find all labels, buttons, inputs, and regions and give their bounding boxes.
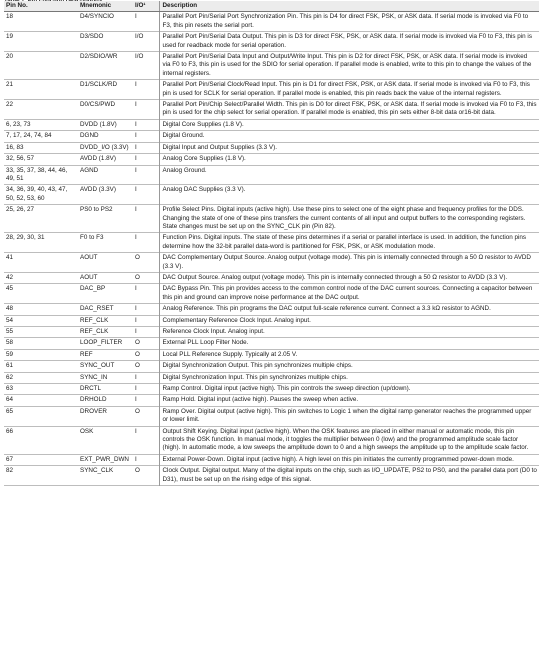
table-row xyxy=(4,304,539,315)
io-cell: I/O xyxy=(135,33,144,41)
table-row xyxy=(4,154,539,165)
description-cell: Output Shift Keying. Digital input (active high). When the OSK features are placed in either manual or automatic mode, this pin controls the OSK function. In manual mode, it toggles the multiplier between 0 (low) and the programmed amplitude scale factor (high). In automatic mode, a low sweeps the amplitude down to 0 and a high sweeps the amplitude up to the amplitude scale factor. xyxy=(159,426,539,454)
io-cell: O xyxy=(135,362,140,370)
table-row xyxy=(4,466,539,486)
pin-number-cell: 62 xyxy=(6,373,14,381)
pin-number-cell: 58 xyxy=(6,339,14,347)
description-cell: Ramp Hold. Digital input (active high). Pauses the sweep when active. xyxy=(159,395,539,406)
description-cell: Parallel Port Pin/Serial Clock/Read Input. This pin is D1 for direct FSK, PSK, or ASK data. If serial mode is invoked via F0 to F3, this pin is used for SCLK for serial operation. If parallel mode is enabled, this pin reads back the value of the internal registers. xyxy=(159,80,539,100)
mnemonic-cell: D1/SCLK/RD xyxy=(80,81,118,89)
pin-number-cell: 59 xyxy=(6,350,14,358)
description-cell: Ramp Over. Digital output (active high). This pin switches to Logic 1 when the digital ramp generator reaches the programmed upper or lower limit. xyxy=(159,406,539,426)
description-cell: Analog Ground. xyxy=(159,165,539,185)
description-cell: External PLL Loop Filter Node. xyxy=(159,338,539,349)
io-cell: I xyxy=(135,101,137,109)
table-row xyxy=(4,80,539,100)
table-row xyxy=(4,119,539,130)
mnemonic-cell: DAC_RSET xyxy=(80,305,114,313)
table-row xyxy=(4,361,539,372)
table-row xyxy=(4,233,539,253)
pin-number-cell: 42 xyxy=(6,273,14,281)
pin-number-cell: 67 xyxy=(6,455,14,463)
pin-number-cell: 82 xyxy=(6,467,14,475)
pin-number-cell: 45 xyxy=(6,285,14,293)
io-cell: I xyxy=(135,427,137,435)
description-cell: Analog DAC Supplies (3.3 V). xyxy=(159,185,539,205)
pin-number-cell: 28, 29, 30, 31 xyxy=(6,234,45,242)
table-row xyxy=(4,142,539,153)
mnemonic-cell: D4/SYNCIO xyxy=(80,13,114,21)
io-cell: O xyxy=(135,467,140,475)
pin-number-cell: 65 xyxy=(6,407,14,415)
pin-number-cell: 34, 36, 39, 40, 43, 47, 50, 52, 53, 60 xyxy=(6,186,68,202)
table-row xyxy=(4,384,539,395)
mnemonic-cell: D3/SDO xyxy=(80,33,104,41)
description-cell: Local PLL Reference Supply. Typically at 2.05 V. xyxy=(159,349,539,360)
pin-number-cell: 22 xyxy=(6,101,14,109)
io-cell: I xyxy=(135,234,137,242)
mnemonic-cell: D2/SDIO/WR xyxy=(80,53,118,61)
header-pin-no: Pin No. xyxy=(4,1,78,12)
datasheet-page xyxy=(4,0,539,486)
header-description: Description xyxy=(159,1,539,12)
description-cell: Analog Core Supplies (1.8 V). xyxy=(159,154,539,165)
io-cell: I xyxy=(135,120,137,128)
description-cell: DAC Complementary Output Source. Analog output (voltage mode). This pin is internally connected through a 50 Ω resistor to AVDD (3.3 V). xyxy=(159,253,539,273)
table-row xyxy=(4,372,539,383)
pin-number-cell: 32, 56, 57 xyxy=(6,155,35,163)
io-cell: I xyxy=(135,132,137,140)
io-cell: I/O xyxy=(135,53,144,61)
mnemonic-cell: SYNC_CLK xyxy=(80,467,114,475)
description-cell: Digital Ground. xyxy=(159,131,539,142)
pin-number-cell: 20 xyxy=(6,53,14,61)
io-cell: I xyxy=(135,155,137,163)
io-cell: I xyxy=(135,455,137,463)
description-cell: Parallel Port Pin/Serial Data Output. This pin is D3 for direct FSK, PSK, or ASK data. If serial mode is invoked via F0 to F3, this pin is used for readback mode for serial operation. xyxy=(159,32,539,52)
table-header-row xyxy=(4,1,539,12)
table-row xyxy=(4,349,539,360)
io-cell: I xyxy=(135,143,137,151)
header-mnemonic: Mnemonic xyxy=(78,1,133,12)
io-cell: I xyxy=(135,166,137,174)
table-row xyxy=(4,52,539,80)
description-cell: Digital Input and Output Supplies (3.3 V). xyxy=(159,142,539,153)
mnemonic-cell: AOUT xyxy=(80,254,98,262)
pin-number-cell: 66 xyxy=(6,427,14,435)
io-cell: I xyxy=(135,305,137,313)
pin-number-cell: 21 xyxy=(6,81,14,89)
pin-number-cell: 33, 35, 37, 38, 44, 46, 49, 51 xyxy=(6,166,68,182)
description-cell: Parallel Port Pin/Serial Data Input and Output/Write Input. This pin is D2 for direct FSK, PSK, or ASK data. If serial mode is invoked via F0 to F3, this pin is used for the SDIO for serial operation. If parallel mode is enabled, write to this pin to change the values of the internal registers. xyxy=(159,52,539,80)
mnemonic-cell: LOOP_FILTER xyxy=(80,339,123,347)
mnemonic-cell: DAC_BP xyxy=(80,285,106,293)
pin-number-cell: 64 xyxy=(6,396,14,404)
pin-number-cell: 55 xyxy=(6,328,14,335)
mnemonic-cell: AOUT xyxy=(80,273,98,281)
io-cell: I xyxy=(135,186,137,194)
description-cell: Clock Output. Digital output. Many of the digital inputs on the chip, such as I/O_UPDATE, PS2 to PS0, and the parallel data port (D0 to D31), must be set up on the rising edge of this signal. xyxy=(159,466,539,486)
io-cell: O xyxy=(135,273,140,281)
mnemonic-cell: DROVER xyxy=(80,407,107,415)
description-cell: Digital Synchronization Input. This pin synchronizes multiple chips. xyxy=(159,372,539,383)
io-cell: I xyxy=(135,396,137,404)
table-row xyxy=(4,253,539,273)
mnemonic-cell: DGND xyxy=(80,132,99,140)
table-row xyxy=(4,315,539,326)
mnemonic-cell: DVDD_I/O (3.3V) xyxy=(80,143,129,151)
mnemonic-cell: EXT_PWR_DWN xyxy=(80,455,129,463)
table-row xyxy=(4,205,539,233)
description-cell: Digital Core Supplies (1.8 V). xyxy=(159,119,539,130)
mnemonic-cell: DRHOLD xyxy=(80,396,107,404)
table-row xyxy=(4,272,539,283)
description-cell: Analog Reference. This pin programs the DAC output full-scale reference current. Connect a 3.3 kΩ resistor to AGND. xyxy=(159,304,539,315)
pin-number-cell: 54 xyxy=(6,316,14,324)
mnemonic-cell: PS0 to PS2 xyxy=(80,206,113,214)
mnemonic-cell: REF_CLK xyxy=(80,316,109,324)
io-cell: I xyxy=(135,385,137,393)
mnemonic-cell: REF xyxy=(80,350,93,358)
mnemonic-cell: AVDD (1.8V) xyxy=(80,155,116,163)
table-row xyxy=(4,32,539,52)
description-cell: External Power-Down. Digital input (active high). A high level on this pin initiates the currently programmed power-down mode. xyxy=(159,454,539,465)
mnemonic-cell: SYNC_OUT xyxy=(80,362,115,370)
description-cell: Ramp Control. Digital input (active high). This pin controls the sweep direction (up/down). xyxy=(159,384,539,395)
io-cell: I xyxy=(135,373,137,381)
table-row xyxy=(4,395,539,406)
table-row xyxy=(4,426,539,454)
io-cell: I xyxy=(135,206,137,214)
description-cell: Digital Synchronization Output. This pin synchronizes multiple chips. xyxy=(159,361,539,372)
mnemonic-cell: D0/CS/PWD xyxy=(80,101,115,109)
table-row xyxy=(4,185,539,205)
pin-number-cell: 18 xyxy=(6,13,14,21)
io-cell: O xyxy=(135,407,140,415)
mnemonic-cell: DRCTL xyxy=(80,385,101,393)
pin-number-cell: 19 xyxy=(6,33,14,41)
pin-function-table xyxy=(4,1,539,486)
table-row xyxy=(4,100,539,120)
description-cell: Reference Clock Input. Analog input. xyxy=(159,327,539,338)
pin-number-cell: 16, 83 xyxy=(6,143,24,151)
io-cell: I xyxy=(135,316,137,324)
description-cell: Complementary Reference Clock Input. Analog input. xyxy=(159,315,539,326)
description-cell: Profile Select Pins. Digital inputs (active high). Use these pins to select one of the eight phase and frequency profiles for the DDS. Changing the state of one of these pins transfers the current contents of all input and output buffers to the corresponding registers. State changes must be set up on the SYNC_CLK pin (Pin 82). xyxy=(159,205,539,233)
description-cell: Parallel Port Pin/Serial Port Synchronization Pin. This pin is D4 for direct FSK, PSK, or ASK data. If serial mode is invoked via F0 to F3, this pin resets the serial port. xyxy=(159,12,539,32)
table-row xyxy=(4,327,539,338)
header-io: I/O¹ xyxy=(133,1,159,12)
io-cell: I xyxy=(135,285,137,293)
pin-number-cell: 61 xyxy=(6,362,14,370)
mnemonic-cell: F0 to F3 xyxy=(80,234,104,242)
pin-number-cell: 48 xyxy=(6,305,14,313)
io-cell: O xyxy=(135,350,140,358)
description-cell: Function Pins. Digital inputs. The state of these pins determines if a serial or parallel interface is used. In addition, the function pins determine how the 32-bit parallel data-word is partitioned for FSK, PSK, or ASK modulation mode. xyxy=(159,233,539,253)
pin-number-cell: 41 xyxy=(6,254,14,262)
table-row xyxy=(4,406,539,426)
mnemonic-cell: AVDD (3.3V) xyxy=(80,186,116,194)
pin-number-cell: 7, 17, 24, 74, 84 xyxy=(6,132,52,140)
description-cell: Parallel Port Pin/Chip Select/Parallel Width. This pin is D0 for direct FSK, PSK, or ASK data. If serial mode is invoked via F0 to F3, this pin is used for the chip select for serial operation. If parallel mode is enabled, this pin sets either 8-bit data or16-bit data. xyxy=(159,100,539,120)
mnemonic-cell: REF_CLK xyxy=(80,328,109,335)
io-cell: I xyxy=(135,81,137,89)
description-cell: DAC Output Source. Analog output (voltage mode). This pin is internally connected through a 50 Ω resistor to AVDD (3.3 V). xyxy=(159,272,539,283)
table-row xyxy=(4,12,539,32)
mnemonic-cell: SYNC_IN xyxy=(80,373,108,381)
pin-number-cell: 6, 23, 73 xyxy=(6,120,31,128)
table-row xyxy=(4,338,539,349)
mnemonic-cell: DVDD (1.8V) xyxy=(80,120,117,128)
table-row xyxy=(4,165,539,185)
table-row xyxy=(4,284,539,304)
io-cell: O xyxy=(135,254,140,262)
description-cell: DAC Bypass Pin. This pin provides access to the common control node of the DAC current sources. Connecting a capacitor between this pin and ground can improve noise performance at the DAC output. xyxy=(159,284,539,304)
io-cell: O xyxy=(135,339,140,347)
io-cell: I xyxy=(135,13,137,21)
mnemonic-cell: AGND xyxy=(80,166,99,174)
io-cell: I xyxy=(135,328,137,335)
mnemonic-cell: OSK xyxy=(80,427,94,435)
pin-number-cell: 25, 26, 27 xyxy=(6,206,35,214)
pin-number-cell: 63 xyxy=(6,385,14,393)
table-row xyxy=(4,454,539,465)
table-row xyxy=(4,131,539,142)
